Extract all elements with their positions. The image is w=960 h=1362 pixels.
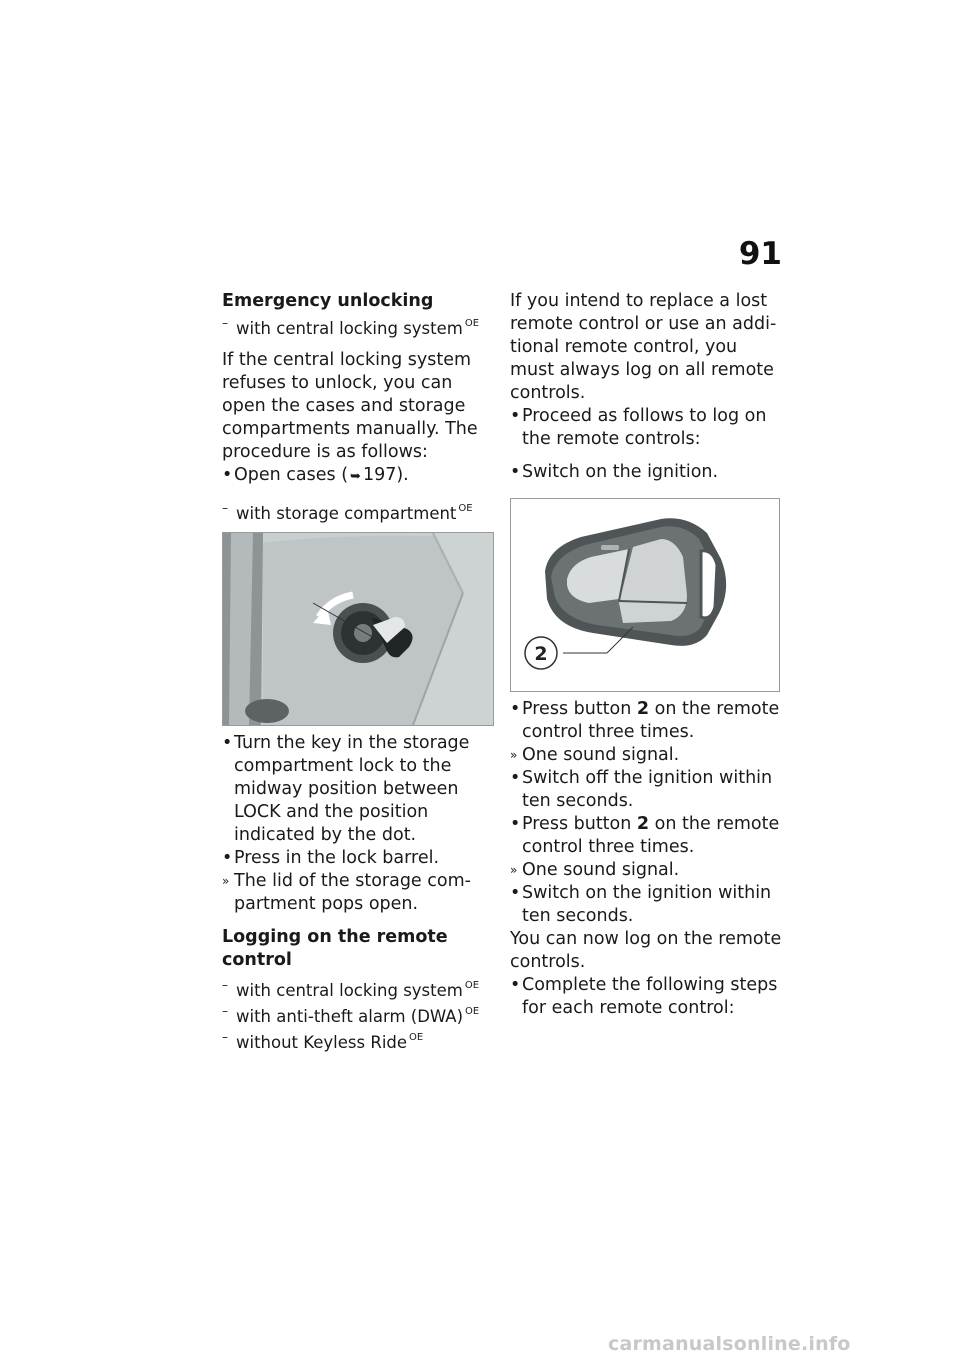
paragraph-now-log-on: You can now log on the remote controls. [510, 929, 782, 972]
dash-icon: – [222, 1004, 228, 1018]
bullet-switch-off-ignition: • Switch off the ignition within ten seconds. [510, 768, 773, 811]
storage-compartment-lock-figure [222, 532, 494, 726]
bullet-switch-on-ignition: • Switch on the ignition. [510, 462, 719, 482]
bullet-icon: • [510, 406, 521, 426]
result-icon: » [510, 863, 518, 877]
paragraph-central-locking-refuses: If the central locking system refuses to unlock, you can open the cases and storage compartments manually. The procedure is as follows: [222, 350, 478, 462]
bullet-switch-on-ignition-again: • Switch on the ignition within ten seconds. [510, 883, 772, 926]
condition-without-keyless-ride: – without Keyless Ride $^{OE}$ [222, 1027, 494, 1053]
lock-illustration [223, 533, 493, 725]
heading-emergency-unlocking: Emergency unlocking [222, 291, 434, 311]
bullet-icon: • [222, 848, 233, 868]
condition-anti-theft-alarm: – with anti-theft alarm (DWA) $^{OE}$ [222, 1001, 494, 1027]
right-column [510, 290, 782, 1020]
oe-badge: OE [464, 980, 480, 991]
bullet-open-cases: • Open cases ( ➥ 197). [222, 465, 409, 485]
oe-badge: OE [458, 503, 473, 514]
bullet-icon: • [510, 814, 521, 834]
remote-control-figure [510, 498, 780, 692]
bullet-proceed: • Proceed as follows to log on the remote controls: [510, 406, 767, 449]
result-one-sound-signal-2: » One sound signal. [510, 860, 680, 880]
oe-badge: OE [409, 1032, 424, 1043]
condition-central-locking-2: – with central locking system $^{OE}$ [222, 975, 494, 1001]
button-number: 2 [636, 699, 650, 719]
oe-badge: OE [464, 318, 480, 329]
oe-badge: OE [465, 1006, 480, 1017]
remote-key-illustration [511, 499, 779, 691]
bullet-complete-steps: • Complete the following steps for each remote control: [510, 975, 778, 1018]
bullet-icon: • [510, 768, 521, 788]
page-ref-arrow-icon: ➥ [350, 469, 361, 484]
condition-central-locking: – with central locking system $^{OE}$ [222, 313, 494, 339]
bullet-icon: • [510, 883, 521, 903]
watermark: carmanualsonline.info [608, 1333, 851, 1355]
callout-label-2: 2 [534, 643, 548, 665]
bullet-press-button-2-again: • Press button 2 on the remote control three times. [510, 814, 780, 857]
heading-logging-on-remote: Logging on the remote control [222, 927, 448, 970]
result-icon: » [222, 874, 230, 888]
left-column [222, 290, 494, 1053]
page-number: 91 [738, 236, 782, 272]
bullet-press-lock-barrel: • Press in the lock barrel. [222, 848, 440, 868]
bullet-icon: • [510, 975, 521, 995]
button-number: 2 [636, 814, 650, 834]
dash-icon: – [222, 316, 228, 330]
result-one-sound-signal: » One sound signal. [510, 745, 680, 765]
paragraph-replace-remote: If you intend to replace a lost remote control or use an additional remote control, you must always log on all remote controls. [510, 291, 777, 403]
bullet-icon: • [510, 462, 521, 482]
result-icon: » [510, 748, 518, 762]
bullet-icon: • [222, 733, 233, 753]
bullet-icon: • [222, 465, 233, 485]
dash-icon: – [222, 501, 228, 515]
bullet-press-button-2: • Press button 2 on the remote control three times. [510, 699, 780, 742]
bullet-icon: • [510, 699, 521, 719]
page-ref-link[interactable]: 197 [362, 465, 397, 485]
dash-icon: – [222, 1030, 228, 1044]
result-lid-opens: » The lid of the storage compartment pops open. [222, 871, 471, 914]
bullet-turn-key: • Turn the key in the storage compartment lock to the midway position between LOCK and the position indicated by the dot. [222, 733, 470, 845]
dash-icon: – [222, 978, 228, 992]
condition-storage-compartment: – with storage compartment $^{OE}$ [222, 498, 494, 524]
